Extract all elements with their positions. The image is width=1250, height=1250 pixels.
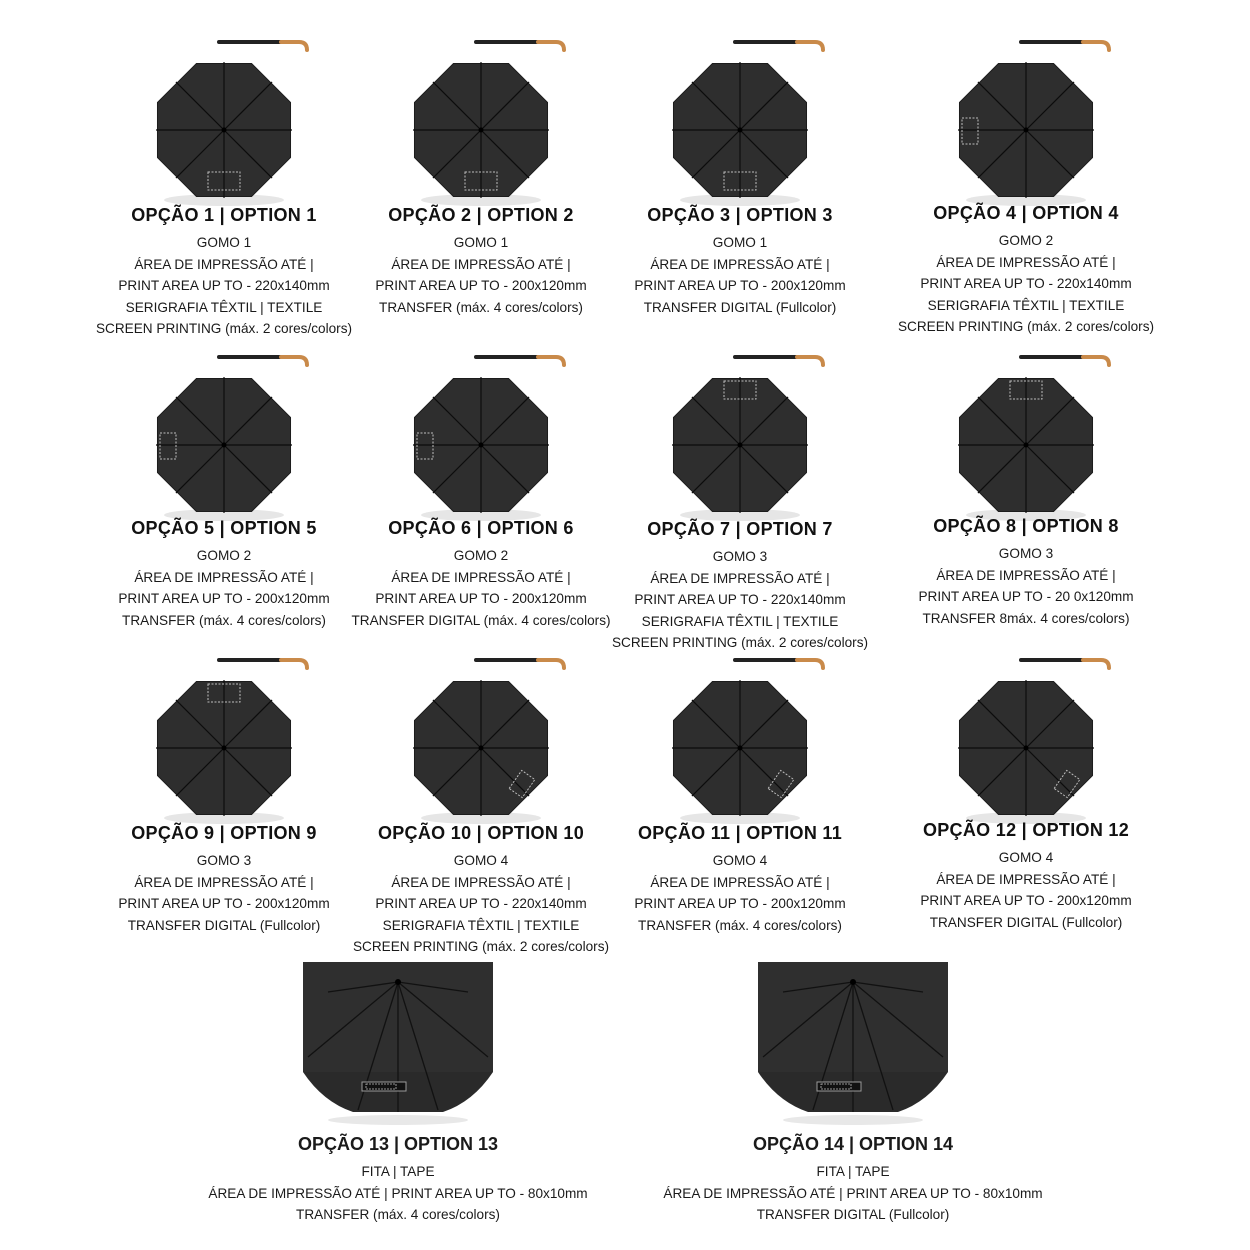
umbrella-tip xyxy=(738,746,743,751)
option-description-line: PRINT AREA UP TO - 200x120mm xyxy=(375,278,587,293)
umbrella-image xyxy=(396,30,566,210)
option-description-line: ÁREA DE IMPRESSÃO ATÉ | xyxy=(391,569,571,585)
option-title: OPÇÃO 14 | OPTION 14 xyxy=(752,1134,954,1154)
umbrella-side-image xyxy=(298,962,498,1127)
option-description-line: ÁREA DE IMPRESSÃO ATÉ | xyxy=(134,874,314,890)
umbrella-tip xyxy=(850,979,856,985)
option-description-line: PRINT AREA UP TO - 220x140mm xyxy=(920,276,1132,291)
option-title: OPÇÃO 8 | OPTION 8 xyxy=(933,516,1119,536)
wooden-handle xyxy=(1083,660,1109,668)
option-title: OPÇÃO 5 | OPTION 5 xyxy=(131,518,317,538)
option-description-line: ÁREA DE IMPRESSÃO ATÉ | PRINT AREA UP TO - 80x10mm xyxy=(208,1185,588,1201)
option-description-line: SERIGRAFIA TÊXTIL | TEXTILE xyxy=(125,299,323,315)
option-title: OPÇÃO 6 | OPTION 6 xyxy=(388,518,574,538)
umbrella-image xyxy=(941,648,1111,828)
option-title: OPÇÃO 4 | OPTION 4 xyxy=(933,203,1119,223)
umbrella-image xyxy=(139,345,309,525)
option-description-line: GOMO 4 xyxy=(998,850,1054,865)
option-description-line: ÁREA DE IMPRESSÃO ATÉ | xyxy=(650,256,830,272)
umbrella-tip xyxy=(1024,443,1029,448)
option-description-line: SERIGRAFIA TÊXTIL | TEXTILE xyxy=(641,613,839,629)
option-description-line: SCREEN PRINTING (máx. 2 cores/colors) xyxy=(352,939,610,954)
option-description-line: ÁREA DE IMPRESSÃO ATÉ | PRINT AREA UP TO - 80x10mm xyxy=(663,1185,1043,1201)
option-description-line: FITA | TAPE xyxy=(816,1164,890,1179)
umbrella-tip xyxy=(1024,128,1029,133)
option-title: OPÇÃO 11 | OPTION 11 xyxy=(637,823,843,843)
option-description-line: FITA | TAPE xyxy=(361,1164,435,1179)
option-description-line: TRANSFER (máx. 4 cores/colors) xyxy=(296,1207,500,1222)
option-title: OPÇÃO 7 | OPTION 7 xyxy=(647,519,833,539)
umbrella-side-image xyxy=(753,962,953,1127)
option-title: OPÇÃO 13 | OPTION 13 xyxy=(297,1134,499,1154)
umbrella-tip xyxy=(395,979,401,985)
option-description-line: PRINT AREA UP TO - 200x120mm xyxy=(375,591,587,606)
umbrella-tip xyxy=(738,443,743,448)
umbrella-image xyxy=(655,30,825,210)
umbrella-shadow xyxy=(783,1115,923,1125)
wooden-handle xyxy=(797,42,823,50)
option-description-line: TRANSFER DIGITAL (máx. 4 cores/colors) xyxy=(351,612,611,628)
option-description-line: GOMO 4 xyxy=(712,853,768,868)
option-description-line: ÁREA DE IMPRESSÃO ATÉ | xyxy=(936,871,1116,887)
umbrella-tip xyxy=(222,128,227,133)
umbrella-tip xyxy=(222,443,227,448)
umbrella-tip xyxy=(479,746,484,751)
option-description-line: ÁREA DE IMPRESSÃO ATÉ | xyxy=(134,569,314,585)
wooden-handle xyxy=(797,660,823,668)
option-description-line: SERIGRAFIA TÊXTIL | TEXTILE xyxy=(927,297,1125,313)
umbrella-image xyxy=(941,345,1111,525)
umbrella-tip xyxy=(738,128,743,133)
option-title: OPÇÃO 1 | OPTION 1 xyxy=(131,205,317,225)
wooden-handle xyxy=(538,42,564,50)
option-description-line: TRANSFER (máx. 4 cores/colors) xyxy=(379,299,583,315)
umbrella-shadow xyxy=(328,1115,468,1125)
option-description xyxy=(623,1161,1083,1226)
option-description-line: GOMO 4 xyxy=(453,853,509,868)
option-description-line: PRINT AREA UP TO - 200x120mm xyxy=(920,893,1132,908)
option-description-line: GOMO 3 xyxy=(998,546,1054,561)
option-description-line: PRINT AREA UP TO - 220x140mm xyxy=(118,278,330,293)
umbrella-tip xyxy=(1024,746,1029,751)
option-description-line: SCREEN PRINTING (máx. 2 cores/colors) xyxy=(897,319,1155,334)
umbrella-image xyxy=(655,345,825,525)
umbrella-image xyxy=(396,648,566,828)
option-description-line: PRINT AREA UP TO - 20 0x120mm xyxy=(918,589,1134,604)
umbrella-image xyxy=(139,30,309,210)
option-description-line: ÁREA DE IMPRESSÃO ATÉ | xyxy=(134,256,314,272)
option-description-line: GOMO 1 xyxy=(712,235,768,250)
option-description-line: PRINT AREA UP TO - 200x120mm xyxy=(634,896,846,911)
option-description-line: TRANSFER (máx. 4 cores/colors) xyxy=(638,917,842,933)
option-description-line: TRANSFER DIGITAL (Fullcolor) xyxy=(643,299,837,315)
option-description-line: SERIGRAFIA TÊXTIL | TEXTILE xyxy=(382,917,580,933)
option-description-line: ÁREA DE IMPRESSÃO ATÉ | xyxy=(650,874,830,890)
option-description xyxy=(168,1161,628,1226)
option-title: OPÇÃO 12 | OPTION 12 xyxy=(922,820,1130,840)
option-description-line: GOMO 3 xyxy=(196,853,252,868)
option-description-line: TRANSFER 8máx. 4 cores/colors) xyxy=(922,610,1130,626)
option-description-line: GOMO 1 xyxy=(453,235,509,250)
option-description-line: GOMO 1 xyxy=(196,235,252,250)
option-description-line: TRANSFER DIGITAL (Fullcolor) xyxy=(127,917,321,933)
tape-strap xyxy=(817,1082,861,1091)
option-description-line: ÁREA DE IMPRESSÃO ATÉ | xyxy=(936,567,1116,583)
option-description-line: TRANSFER (máx. 4 cores/colors) xyxy=(122,612,326,628)
umbrella-tip xyxy=(479,443,484,448)
option-description-line: GOMO 2 xyxy=(998,233,1054,248)
option-description-line: ÁREA DE IMPRESSÃO ATÉ | xyxy=(391,256,571,272)
tape-strap xyxy=(362,1082,406,1091)
option-description-line: ÁREA DE IMPRESSÃO ATÉ | xyxy=(650,570,830,586)
option-description-line: GOMO 3 xyxy=(712,549,768,564)
umbrella-image xyxy=(941,30,1111,210)
option-description xyxy=(856,543,1196,629)
option-description-line: PRINT AREA UP TO - 200x120mm xyxy=(118,896,330,911)
option-description-line: PRINT AREA UP TO - 220x140mm xyxy=(634,592,846,607)
option-title: OPÇÃO 10 | OPTION 10 xyxy=(377,823,585,843)
wooden-handle xyxy=(281,42,307,50)
wooden-handle xyxy=(797,357,823,365)
umbrella-image xyxy=(396,345,566,525)
option-description-line: SCREEN PRINTING (máx. 2 cores/colors) xyxy=(95,321,353,336)
wooden-handle xyxy=(281,357,307,365)
option-description-line: GOMO 2 xyxy=(196,548,252,563)
wooden-handle xyxy=(1083,357,1109,365)
option-description-line: PRINT AREA UP TO - 200x120mm xyxy=(634,278,846,293)
option-title: OPÇÃO 2 | OPTION 2 xyxy=(388,205,574,225)
option-description-line: PRINT AREA UP TO - 220x140mm xyxy=(375,896,587,911)
option-description-line: TRANSFER DIGITAL (Fullcolor) xyxy=(756,1207,950,1222)
option-description-line: TRANSFER DIGITAL (Fullcolor) xyxy=(929,914,1123,930)
wooden-handle xyxy=(281,660,307,668)
umbrella-image xyxy=(655,648,825,828)
option-description xyxy=(856,847,1196,933)
umbrella-image xyxy=(139,648,309,828)
option-description xyxy=(856,230,1196,338)
option-description-line: ÁREA DE IMPRESSÃO ATÉ | xyxy=(391,874,571,890)
option-title: OPÇÃO 9 | OPTION 9 xyxy=(131,823,317,843)
option-description-line: PRINT AREA UP TO - 200x120mm xyxy=(118,591,330,606)
wooden-handle xyxy=(538,357,564,365)
wooden-handle xyxy=(538,660,564,668)
option-description-line: SCREEN PRINTING (máx. 2 cores/colors) xyxy=(611,635,869,650)
option-description-line: GOMO 2 xyxy=(453,548,509,563)
option-description-line: ÁREA DE IMPRESSÃO ATÉ | xyxy=(936,254,1116,270)
umbrella-tip xyxy=(222,746,227,751)
option-title: OPÇÃO 3 | OPTION 3 xyxy=(647,205,833,225)
wooden-handle xyxy=(1083,42,1109,50)
umbrella-tip xyxy=(479,128,484,133)
